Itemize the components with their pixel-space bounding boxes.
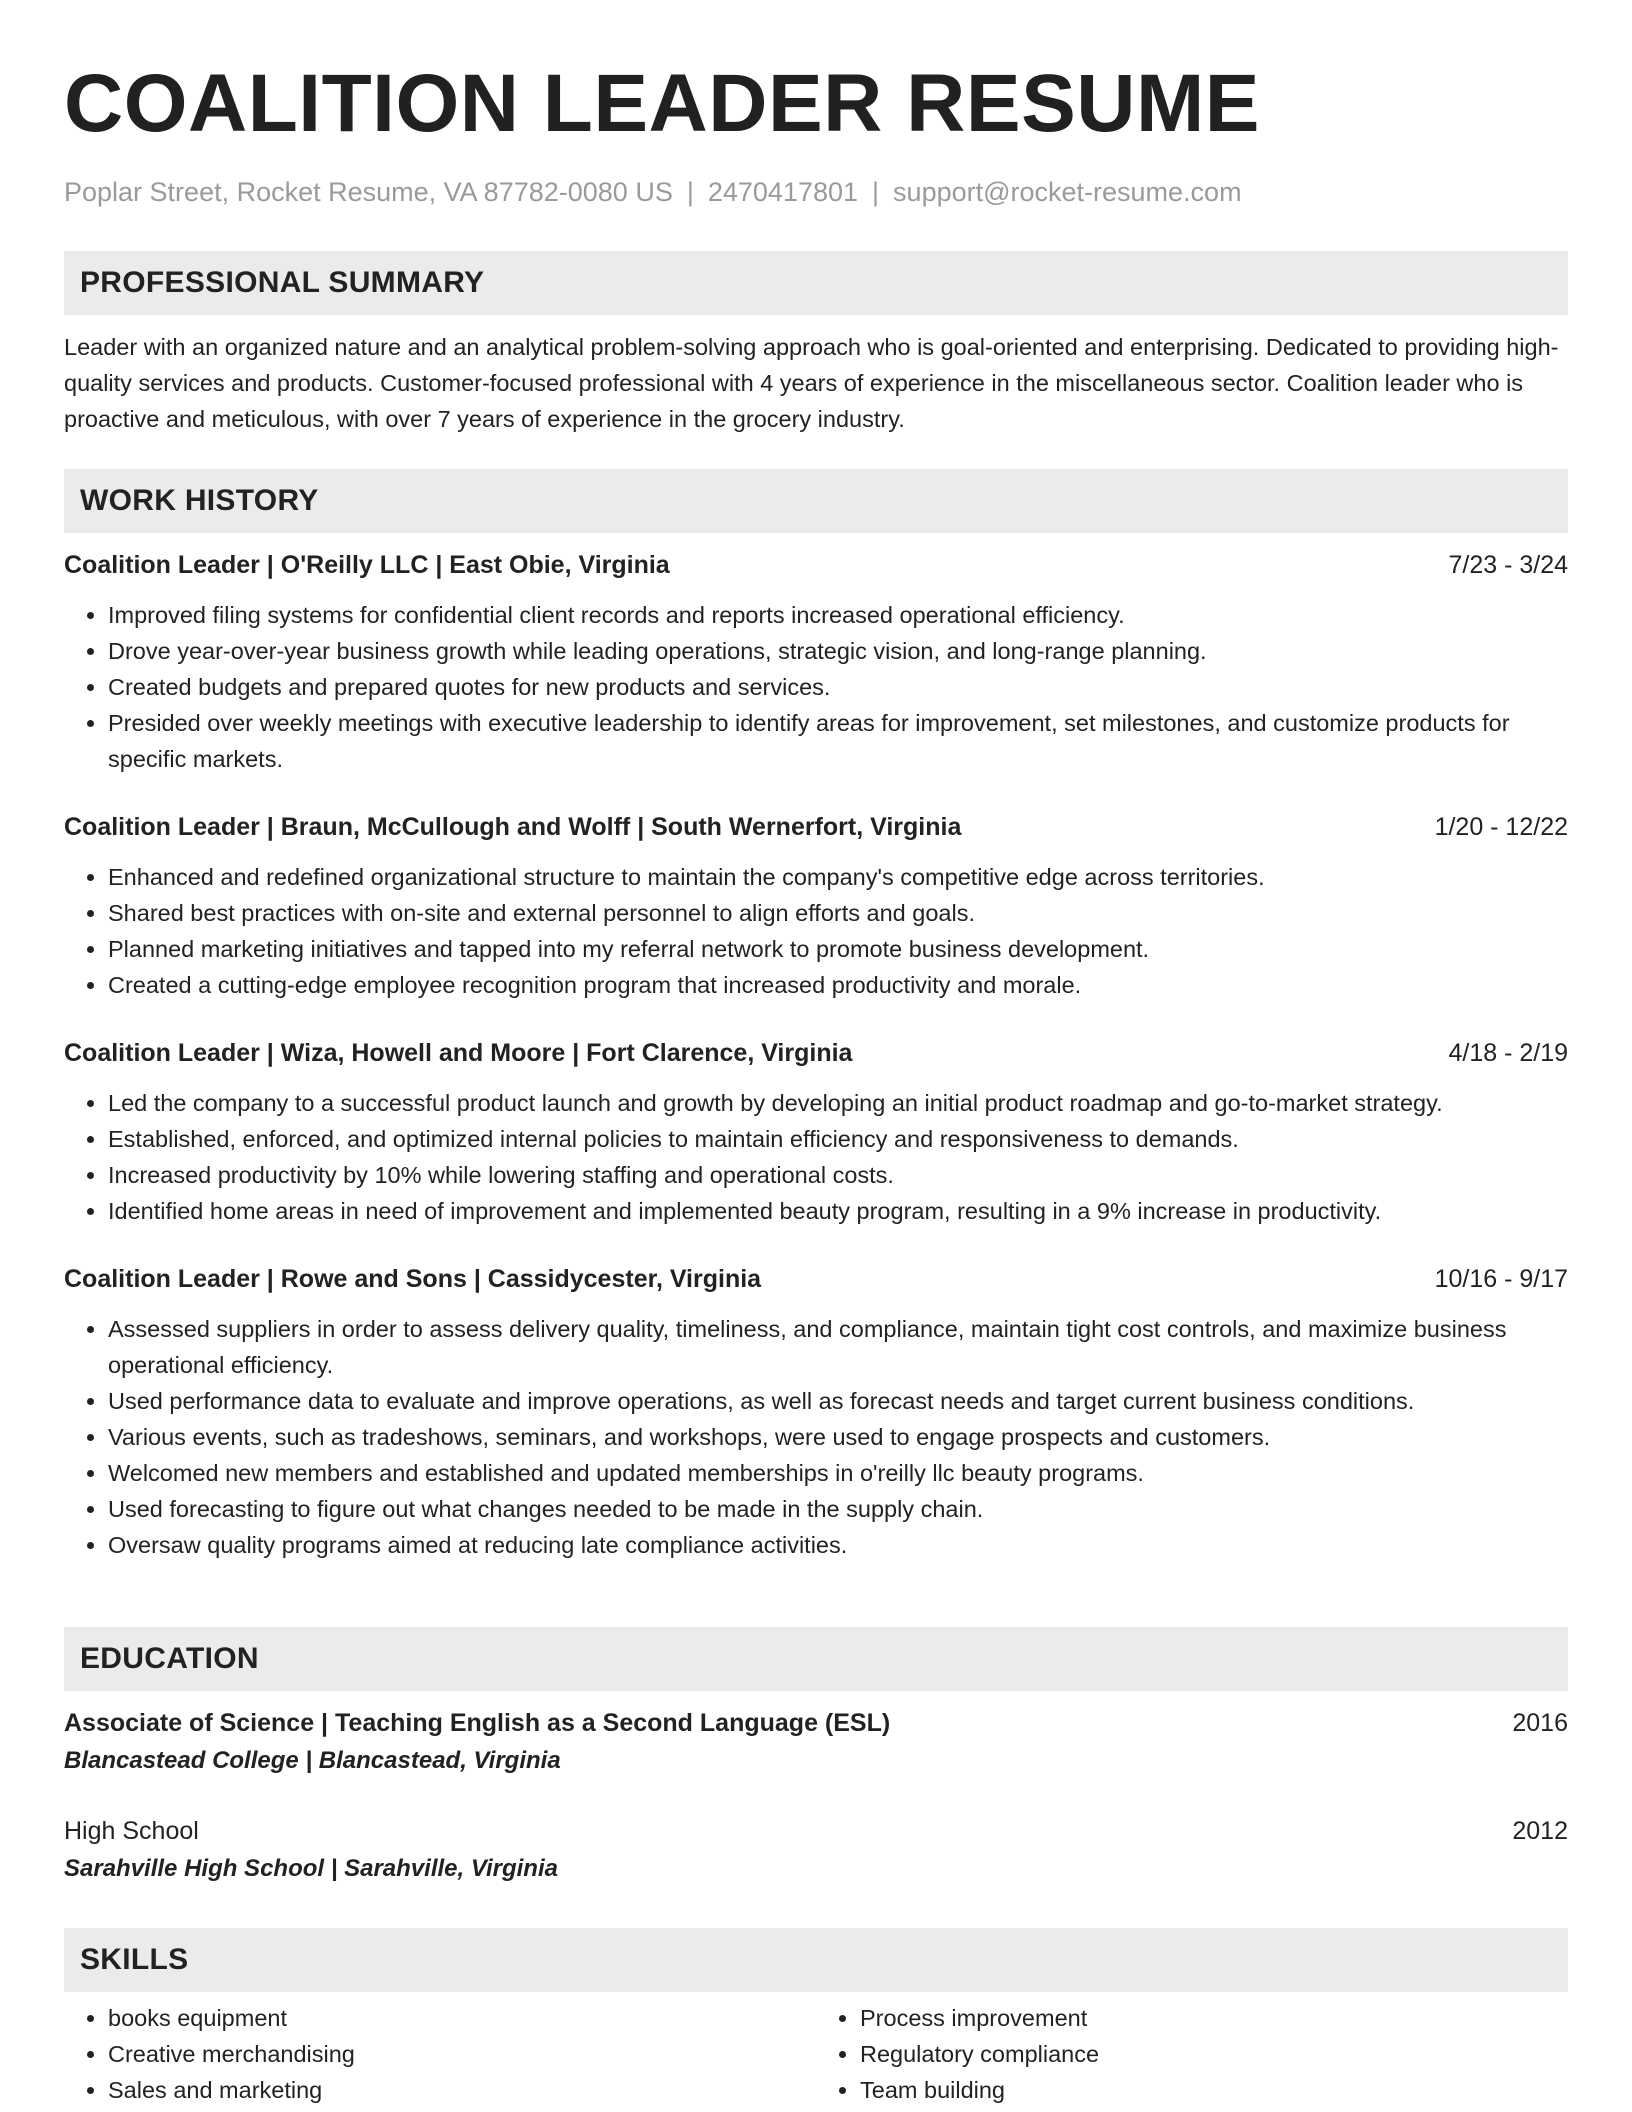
- job-entry: [64, 547, 1568, 777]
- skills-columns: [64, 2000, 1568, 2108]
- job-entry: [64, 1035, 1568, 1229]
- education-header: [64, 1705, 1568, 1741]
- job-bullet: • Enhanced and redefined organizational structure to maintain the company's competitive edge across territories.: [108, 859, 1568, 895]
- job-title: Coalition Leader | Braun, McCullough and Wolff | South Wernerfort, Virginia: [64, 813, 962, 841]
- job-entry: [64, 1261, 1568, 1563]
- contact-email: support@rocket-resume.com: [893, 177, 1242, 207]
- job-bullets: [64, 597, 1568, 777]
- job-bullet: • Used forecasting to figure out what changes needed to be made in the supply chain.: [108, 1491, 1568, 1527]
- job-bullet: • Created budgets and prepared quotes for new products and services.: [108, 669, 1568, 705]
- education-section: [64, 1627, 1568, 1887]
- job-title: Coalition Leader | Wiza, Howell and Moore | Fort Clarence, Virginia: [64, 1039, 853, 1067]
- job-bullet: • Increased productivity by 10% while lowering staffing and operational costs.: [108, 1157, 1568, 1193]
- job-bullet: • Established, enforced, and optimized internal policies to maintain efficiency and responsiveness to demands.: [108, 1121, 1568, 1157]
- summary-section: [64, 251, 1568, 437]
- job-header: [64, 1261, 1568, 1297]
- job-bullet: • Shared best practices with on-site and external personnel to align efforts and goals.: [108, 895, 1568, 931]
- job-dates: 4/18 - 2/19: [1448, 1039, 1568, 1067]
- contact-separator: |: [872, 177, 880, 207]
- job-bullet: • Improved filing systems for confidential client records and reports increased operational efficiency.: [108, 597, 1568, 633]
- skill-item: • Sales and marketing: [108, 2072, 816, 2108]
- job-bullet: • Presided over weekly meetings with executive leadership to identify areas for improvement, set milestones, and customize products for specific markets.: [108, 705, 1568, 777]
- job-bullet: • Created a cutting-edge employee recognition program that increased productivity and morale.: [108, 967, 1568, 1003]
- skill-item: • Regulatory compliance: [860, 2036, 1568, 2072]
- job-bullet: • Drove year-over-year business growth while leading operations, strategic vision, and long-range planning.: [108, 633, 1568, 669]
- education-entry: [64, 1813, 1568, 1887]
- education-header: [64, 1813, 1568, 1849]
- job-dates: 10/16 - 9/17: [1434, 1265, 1568, 1293]
- skill-item: • books equipment: [108, 2000, 816, 2036]
- skills-left-list: [64, 2000, 816, 2108]
- job-bullet: • Assessed suppliers in order to assess delivery quality, timeliness, and compliance, maintain tight cost controls, and maximize business operational efficiency.: [108, 1311, 1568, 1383]
- job-dates: 1/20 - 12/22: [1434, 813, 1568, 841]
- job-dates: 7/23 - 3/24: [1448, 551, 1568, 579]
- skill-item: • Process improvement: [860, 2000, 1568, 2036]
- job-bullet: • Oversaw quality programs aimed at reducing late compliance activities.: [108, 1527, 1568, 1563]
- job-bullet: • Various events, such as tradeshows, seminars, and workshops, were used to engage prospects and customers.: [108, 1419, 1568, 1455]
- education-school: Sarahville High School | Sarahville, Virginia: [64, 1855, 558, 1882]
- job-title: Coalition Leader | Rowe and Sons | Cassidycester, Virginia: [64, 1265, 762, 1293]
- job-bullet: • Welcomed new members and established and updated memberships in o'reilly llc beauty programs.: [108, 1455, 1568, 1491]
- education-school: Blancastead College | Blancastead, Virginia: [64, 1747, 561, 1774]
- contact-line: [64, 174, 1568, 210]
- job-bullet: • Used performance data to evaluate and improve operations, as well as forecast needs and target current business conditions.: [108, 1383, 1568, 1419]
- skills-right-list: [816, 2000, 1568, 2108]
- skills-section: [64, 1928, 1568, 2108]
- job-title: Coalition Leader | O'Reilly LLC | East Obie, Virginia: [64, 551, 670, 579]
- skills-heading: SKILLS: [64, 1928, 1568, 1992]
- work-heading: WORK HISTORY: [64, 469, 1568, 533]
- contact-separator: |: [686, 177, 694, 207]
- summary-heading: PROFESSIONAL SUMMARY: [64, 251, 1568, 315]
- job-bullets: [64, 1085, 1568, 1229]
- job-bullet: • Identified home areas in need of improvement and implemented beauty program, resulting in a 9% increase in productivity.: [108, 1193, 1568, 1229]
- education-degree: Associate of Science | Teaching English as a Second Language (ESL): [64, 1709, 891, 1737]
- resume-page: [64, 0, 1568, 2103]
- job-bullets: [64, 1311, 1568, 1563]
- job-header: [64, 1035, 1568, 1071]
- education-entry: [64, 1705, 1568, 1779]
- contact-phone: 2470417801: [707, 177, 859, 207]
- education-heading: EDUCATION: [64, 1627, 1568, 1691]
- skill-item: • Team building: [860, 2072, 1568, 2108]
- education-year: 2016: [1512, 1709, 1568, 1737]
- contact-address: Poplar Street, Rocket Resume, VA 87782-0080 US: [64, 177, 673, 207]
- summary-text: Leader with an organized nature and an analytical problem-solving approach who is goal-oriented and enterprising. Dedicated to providing high-quality services and products. Customer-focused professional with 4 years of experience in the miscellaneous sector. Coalition leader who is proactive and meticulous, with over 7 years of experience in the grocery industry.: [64, 334, 1559, 432]
- education-degree: High School: [64, 1817, 199, 1845]
- skill-item: • Creative merchandising: [108, 2036, 816, 2072]
- job-bullet: • Planned marketing initiatives and tapped into my referral network to promote business development.: [108, 931, 1568, 967]
- education-year: 2012: [1512, 1817, 1568, 1845]
- work-section: [64, 469, 1568, 1563]
- job-entry: [64, 809, 1568, 1003]
- job-bullet: • Led the company to a successful product launch and growth by developing an initial product roadmap and go-to-market strategy.: [108, 1085, 1568, 1121]
- job-bullets: [64, 859, 1568, 1003]
- job-header: [64, 547, 1568, 583]
- resume-title: COALITION LEADER RESUME: [64, 58, 1260, 149]
- job-header: [64, 809, 1568, 845]
